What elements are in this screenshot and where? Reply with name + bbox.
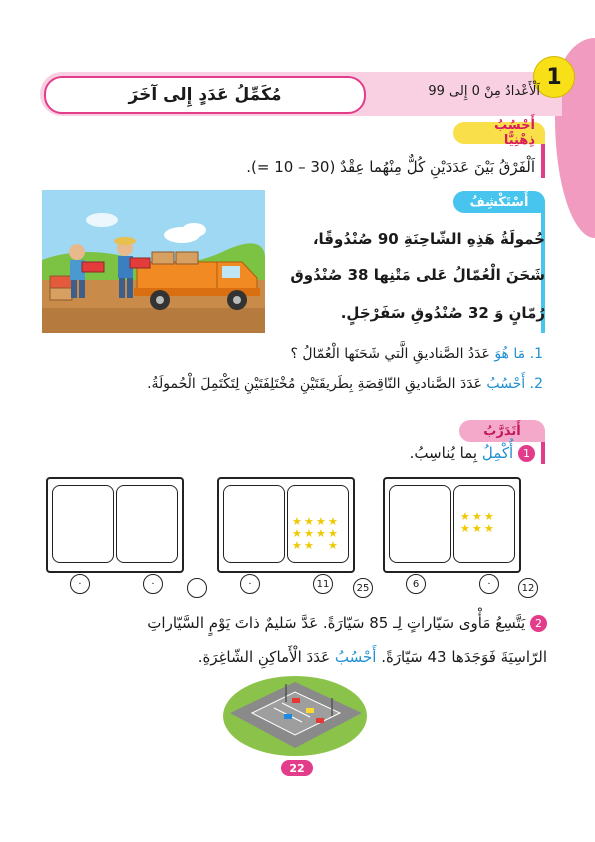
- exercise-text: الرّاسِيَةَ فَوَجَدَها 43 سَيّارَةً.: [381, 648, 547, 666]
- question-1: [290, 346, 543, 362]
- crate-3-total[interactable]: [187, 578, 207, 598]
- crate-3-tray-count[interactable]: ·: [70, 574, 90, 594]
- tab-mental-math: أَحْسُبُ ذِهْنِيًّا: [453, 122, 545, 144]
- exercise-badge: 1: [518, 445, 535, 462]
- mental-text: اَلْفَرْقُ بَيْنَ عَدَدَيْنِ كُلٌّ مِنْهُما عِقْدٌ (30 – 10 =).: [246, 158, 535, 176]
- exercise-2-line-1: [147, 614, 547, 632]
- crate-1-tray-count[interactable]: ·: [479, 574, 499, 594]
- tray-left: [52, 485, 114, 563]
- tray-right: ★ ★ ★ ★ ★ ★ ★ ★ ★ ★ ★: [287, 485, 349, 563]
- section-bar: [541, 144, 545, 178]
- crate-3-tray-count[interactable]: ·: [143, 574, 163, 594]
- exercise-text: بِما يُناسِبُ.: [409, 444, 478, 462]
- crate-2-tray-count[interactable]: ·: [240, 574, 260, 594]
- lesson-title: مُكَمِّلُ عَدَدٍ إِلى آخَرَ: [44, 76, 366, 114]
- tab-practice: أَتَدَرَّبُ: [459, 420, 545, 442]
- tray-left: [389, 485, 451, 563]
- question-number: 1.: [529, 346, 543, 362]
- parking-lot-illustration: [222, 668, 368, 758]
- truck-illustration: [42, 190, 265, 333]
- tray-right: [116, 485, 178, 563]
- story-line-2: شَحَنَ الْعُمّالُ عَلى مَتْنِها 38 صُنْدُوق: [290, 266, 545, 284]
- story-line-3: رُمّانٍ وَ 32 صُنْدُوقِ سَفَرْجَلٍ.: [340, 304, 545, 322]
- question-text: عَدَدَ الصَّناديقِ النّاقِصَةِ بِطَريقَتَيْنِ مُخْتَلِفَتَيْنِ لِتَكْتَمِلَ الْحُمولَةُ.: [147, 376, 482, 392]
- tab-explore: أَسْتَكْشِفُ: [453, 191, 545, 213]
- exercise-keyword: أَحْسُبُ: [334, 648, 377, 666]
- question-text: عَدَدُ الصَّناديقِ الَّتي شَحَنَها الْعُمّالُ ؟: [290, 346, 490, 362]
- header-topic: اَلْأَعْدادُ مِنْ 0 إِلى 99: [428, 84, 540, 99]
- crate-3: [46, 477, 184, 573]
- question-keyword: أَحْسُبُ: [486, 376, 526, 392]
- story-line-1: حُمولَةُ هَذِهِ الشّاحِنَةِ 90 صُنْدُوقًا،: [312, 230, 545, 248]
- tray-right: ★ ★ ★ ★ ★ ★: [453, 485, 515, 563]
- crate-1-total[interactable]: 12: [518, 578, 538, 598]
- crate-1: [383, 477, 521, 573]
- unit-badge: 1: [533, 56, 575, 98]
- question-keyword: مَا هُوَ: [494, 346, 526, 362]
- crate-2: [217, 477, 355, 573]
- exercise-text: يَتَّسِعُ مَأْوى سَيّاراتٍ لِـ 85 سَيّارَةً. عَدَّ سَليمٌ ذاتَ يَوْمٍ السَّيّاراتِ: [147, 614, 526, 632]
- exercise-text: عَدَدَ الْأَماكِنِ الشّاغِرَةِ.: [197, 648, 331, 666]
- exercise-keyword: أُكْمِلُ: [481, 444, 514, 462]
- crate-2-total[interactable]: 25: [353, 578, 373, 598]
- exercise-1-instruction: [410, 444, 535, 462]
- exercise-2-line-2: [198, 648, 547, 666]
- exercise-badge: 2: [530, 615, 547, 632]
- crate-2-tray-count[interactable]: 11: [313, 574, 333, 594]
- question-number: 2.: [529, 376, 543, 392]
- tray-left: [223, 485, 285, 563]
- section-bar: [541, 442, 545, 464]
- crate-1-tray-count[interactable]: 6: [406, 574, 426, 594]
- question-2: [147, 376, 543, 392]
- page-number: 22: [281, 760, 313, 776]
